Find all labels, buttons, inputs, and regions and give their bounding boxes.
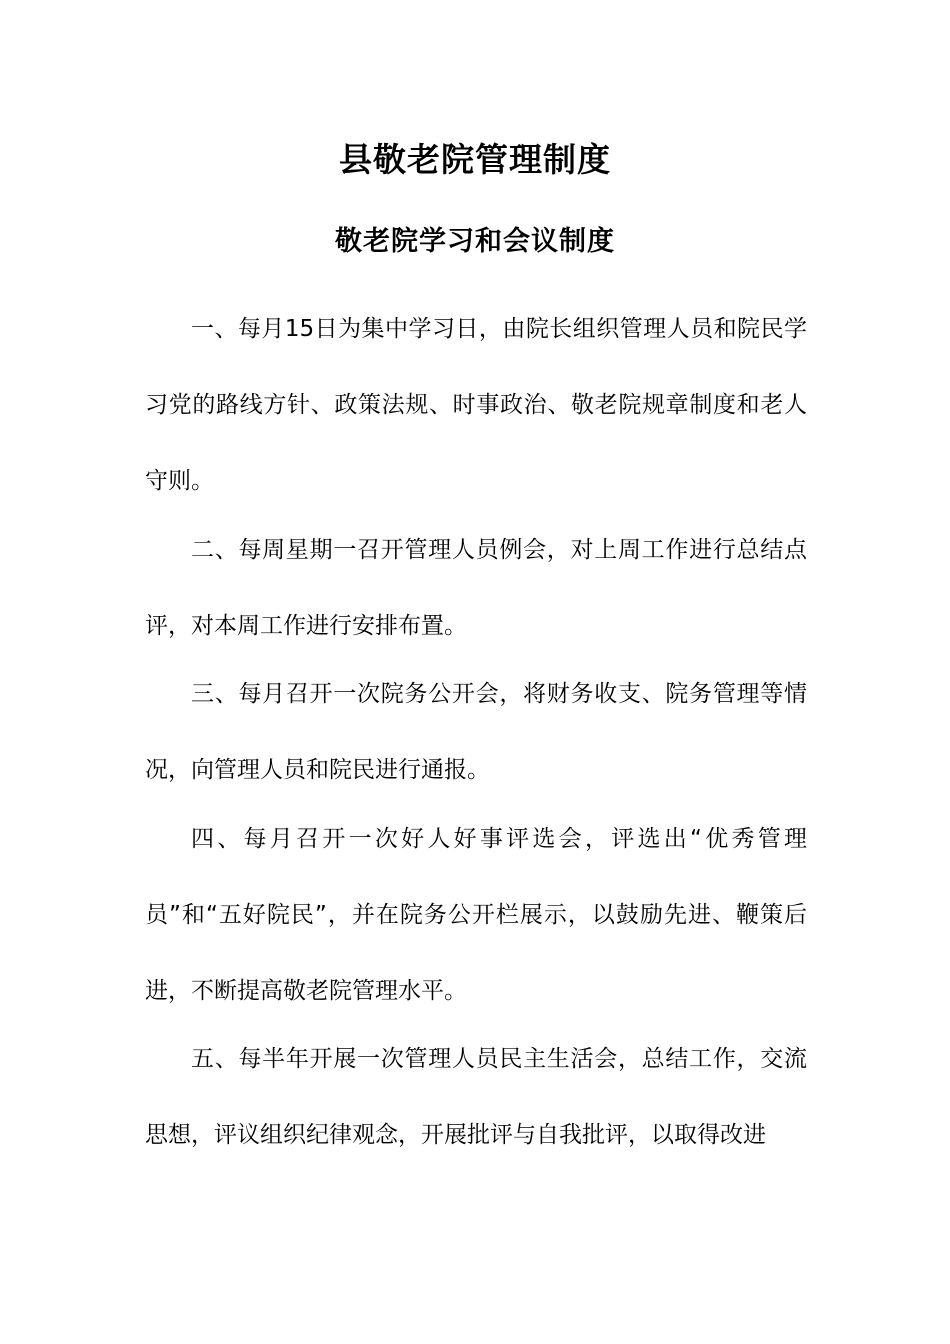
paragraph-3: 三、每月召开一次院务公开会，将财务收支、院务管理等情况，向管理人员和院民进行通报。 bbox=[145, 681, 807, 783]
paragraph-4: 四、每月召开一次好人好事评选会，评选出“优秀管理员”和“五好院民”，并在院务公开栏展示，以鼓励先进、鞭策后进，不断提高敬老院管理水平。 bbox=[145, 826, 807, 1004]
paragraph-1: 一、每月15日为集中学习日，由院长组织管理人员和院民学习党的路线方针、政策法规、时事政治、敬老院规章制度和老人守则。 bbox=[145, 316, 807, 494]
paragraph-5: 五、每半年开展一次管理人员民主生活会，总结工作，交流思想，评议组织纪律观念，开展批评与自我批评，以取得改进 bbox=[145, 1046, 807, 1148]
paragraph-2: 二、每周星期一召开管理人员例会，对上周工作进行总结点评，对本周工作进行安排布置。 bbox=[145, 537, 807, 639]
document-subtitle: 敬老院学习和会议制度 bbox=[335, 226, 615, 257]
document-title: 县敬老院管理制度 bbox=[339, 140, 611, 179]
